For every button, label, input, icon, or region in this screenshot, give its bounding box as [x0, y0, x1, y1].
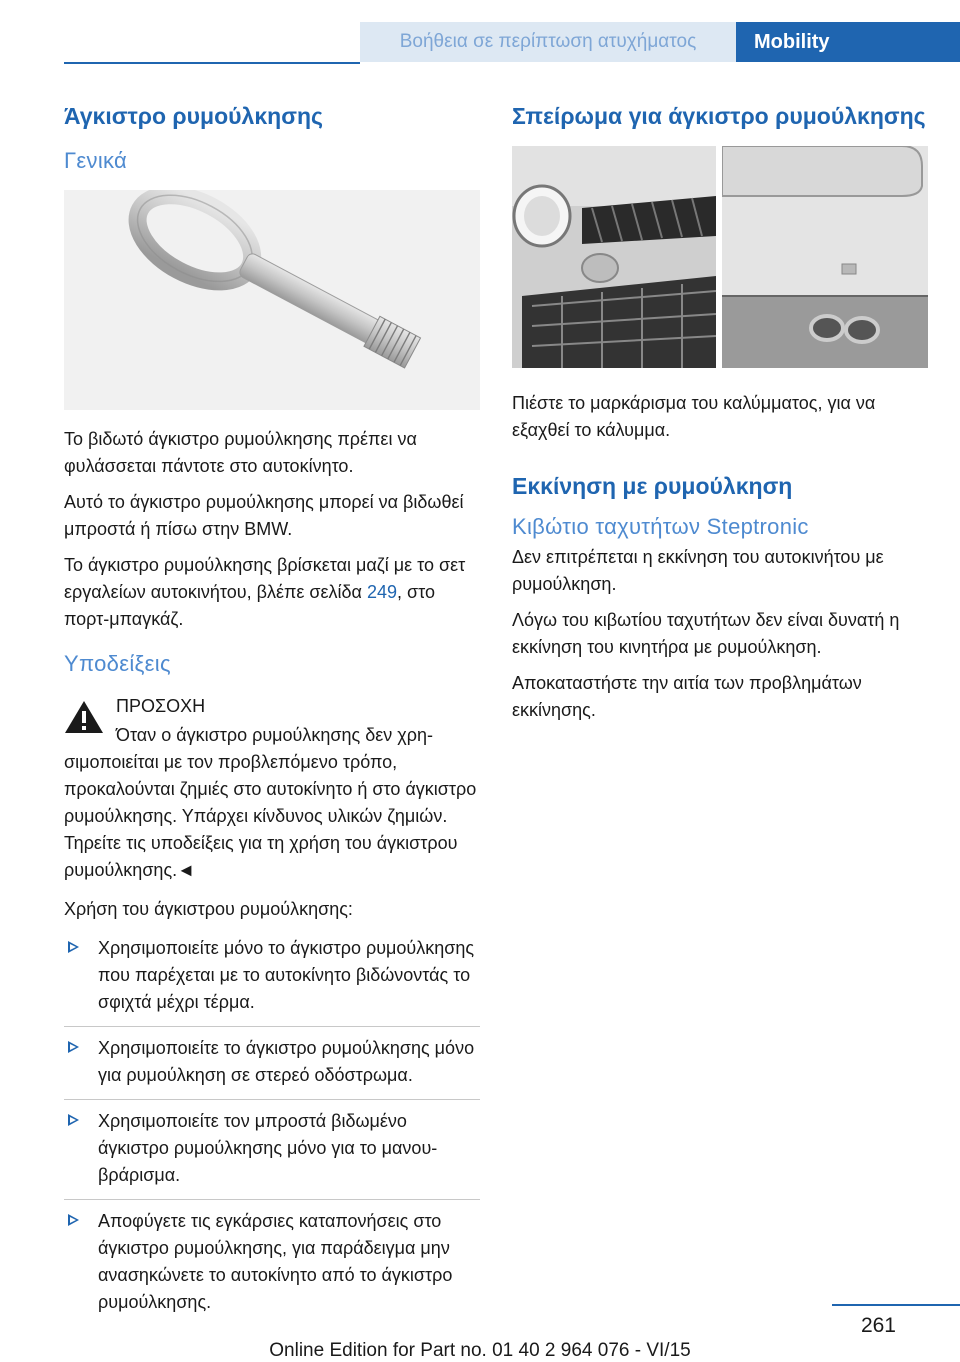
usage-list — [64, 927, 480, 1326]
cover-marking — [842, 264, 856, 274]
paragraph-location — [64, 552, 480, 633]
section-title: Άγκιστρο ρυμούλκησης — [64, 103, 323, 129]
paragraph-cover: Πιέστε το μαρκάρισμα του καλύμματος, για να εξαχθεί το κάλυμμα. — [512, 393, 876, 440]
location-text: Το άγκιστρο ρυμούλκησης βρίσκεται μαζί με το σετ εργαλείων αυτοκινήτου, βλέπε σελίδα — [64, 555, 466, 602]
left-column — [64, 100, 480, 1326]
header-rule — [64, 62, 360, 64]
subsection-general: Γενικά — [64, 148, 128, 173]
paragraph-mounting: Αυτό το άγκιστρο ρυμούλκησης μπορεί να βιδωθεί μπροστά ή πίσω στην BMW. — [64, 492, 464, 539]
paragraph-not-allowed: Δεν επιτρέπεται η εκκίνηση του αυτοκινήτου με ρυμούλκηση. — [512, 547, 884, 594]
paragraph-remedy: Αποκαταστήστε την αιτία των προβλημάτων εκκίνησης. — [512, 673, 862, 720]
warning-block — [64, 693, 480, 720]
steptronic-subtitle: Κιβώτιο ταχυτήτων Steptronic — [512, 514, 809, 539]
rear-bumper-photo — [722, 146, 928, 368]
right-column — [512, 100, 932, 733]
running-header-chapter: Mobility — [736, 22, 960, 62]
triangle-bullet-icon — [68, 1114, 79, 1126]
usage-intro: Χρήση του άγκιστρου ρυμούλκησης: — [64, 899, 353, 919]
warning-text-content: Όταν ο άγκιστρο ρυμούλκησης δεν χρησιμοποιείται με τον προβλεπόμενο τρόπο, προκαλούνται ζημιές στο αυτοκίνητο ή στο άγκιστρο ρυμούλκησης. Υπάρχει κίνδυνος υλικών ζημιών. Τηρείτε τις υποδείξεις για τη χρήση του άγκιστρου ρυμούλκησης.◄ — [64, 725, 477, 880]
thread-section-title: Σπείρωμα για άγκιστρο ρυμούλκησης — [512, 103, 926, 129]
warning-triangle-icon — [64, 699, 104, 735]
triangle-bullet-icon — [68, 941, 79, 953]
list-item: Αποφύγετε τις εγκάρσιες καταπονήσεις στο άγκιστρο ρυμούλκησης, για παράδειγμα μην ανασηκώνετε το αυτοκίνητο από το άγκιστρο ρυμούλκησης. — [64, 1199, 480, 1326]
triangle-bullet-icon — [68, 1214, 79, 1226]
tow-hook-icon — [64, 190, 480, 410]
subsection-notes: Υποδείξεις — [64, 651, 171, 676]
tow-start-title: Εκκίνηση με ρυμούλκηση — [512, 473, 793, 499]
list-item: Χρησιμοποιείτε μόνο το άγκιστρο ρυμούλκησης που παρέχεται με το αυτοκίνητο βιδώνοντάς το σφιχτά μέχρι τέρμα. — [64, 927, 480, 1026]
location-text-end: , στο πορτ-μπαγκάζ. — [64, 582, 435, 629]
bumper-photos — [512, 146, 928, 368]
warning-text — [64, 722, 480, 884]
running-header-section: Βοήθεια σε περίπτωση ατυχήματος — [360, 22, 736, 62]
footer-rule — [832, 1304, 960, 1306]
paragraph-reason: Λόγω του κιβωτίου ταχυτήτων δεν είναι δυνατή η εκκίνηση του κινητήρα με ρυμούλκηση. — [512, 610, 900, 657]
page-reference-link[interactable]: 249 — [366, 582, 398, 602]
triangle-bullet-icon — [68, 1041, 79, 1053]
paragraph-storage: Το βιδωτό άγκιστρο ρυμούλκησης πρέπει να φυλάσσεται πάντοτε στο αυτοκίνητο. — [64, 429, 417, 476]
list-item: Χρησιμοποιείτε τον μπροστά βιδωμένο άγκιστρο ρυμούλκησης μόνο για το μανουβράρισμα. — [64, 1099, 480, 1199]
list-item: Χρησιμοποιείτε το άγκιστρο ρυμούλκησης μόνο για ρυμούλκηση σε στερεό οδόστρωμα. — [64, 1026, 480, 1099]
tow-hook-illustration — [64, 190, 480, 410]
warning-title: ΠΡΟΣΟΧΗ — [116, 696, 206, 716]
footer-edition: Online Edition for Part no. 01 40 2 964 076 - VI/15 — [269, 1340, 691, 1361]
page-number: 261 — [860, 1314, 896, 1337]
